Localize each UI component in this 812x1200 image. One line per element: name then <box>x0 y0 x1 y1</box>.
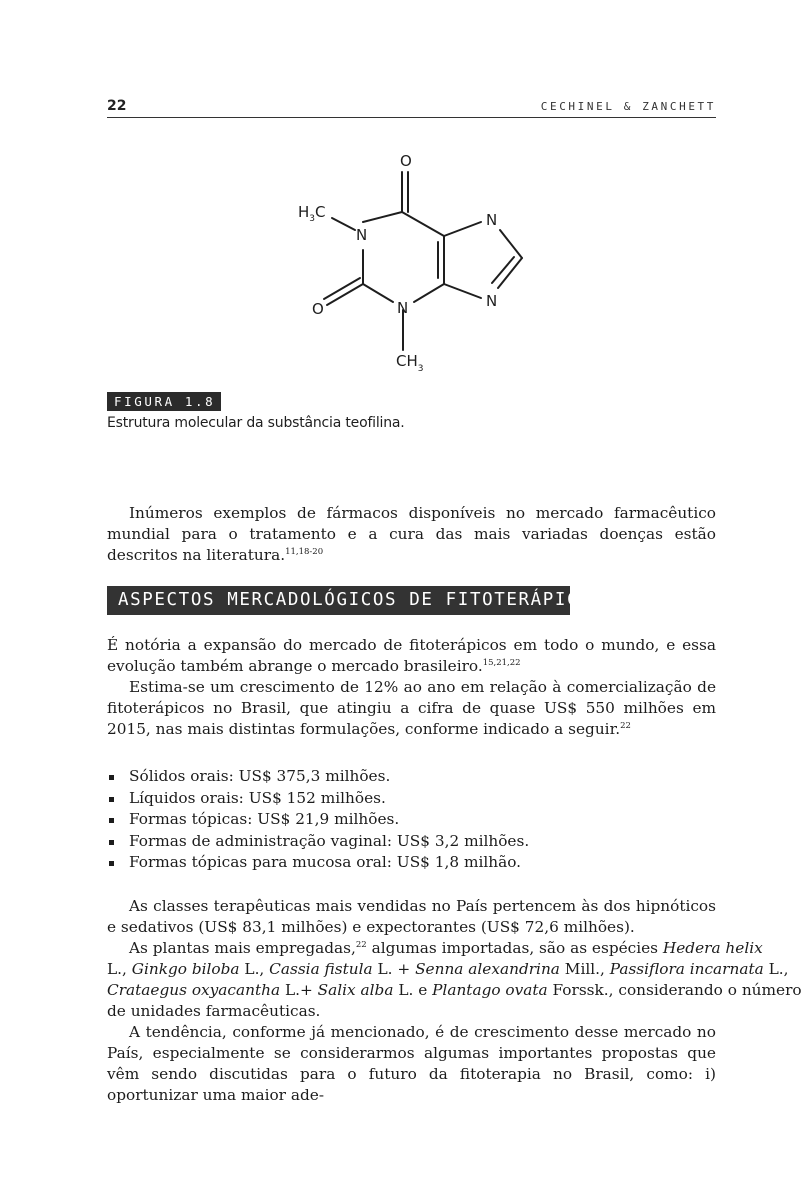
atom-nitrogen-1: N <box>356 226 368 244</box>
bond <box>363 212 402 222</box>
bond <box>492 257 514 283</box>
citation: 11,18-20 <box>285 547 324 557</box>
bond <box>414 284 444 302</box>
species-name: Ginkgo biloba <box>131 960 240 978</box>
paragraph-2 <box>107 677 716 740</box>
atom-oxygen-top: O <box>400 152 412 170</box>
theophylline-structure <box>290 150 530 375</box>
figure-caption: Estrutura molecular da substância teofilina. <box>107 415 405 431</box>
paragraph-3 <box>107 896 716 938</box>
methyl-top-label: $H_3C$ <box>298 203 326 224</box>
paragraph-5 <box>107 1022 716 1106</box>
species-name: Senna alexandrina <box>415 960 560 978</box>
paragraph-4 <box>107 938 802 1022</box>
paragraph-line: Crataegus oxyacantha L.+ Salix alba L. e Plantago ovata Forssk., considerando o número <box>107 981 802 999</box>
paragraph-text: As classes terapêuticas mais vendidas no País pertencem às dos hipnóticos e sedativos (US$ 83,1 milhões) e expectorantes (US$ 72,6 milhões). <box>107 897 716 936</box>
paragraph-line: As plantas mais empregadas,$^{22}$ algumas importadas, são as espécies Hedera helix <box>129 939 763 957</box>
running-head: CECHINEL & ZANCHETT <box>540 100 716 113</box>
paragraph-1 <box>107 635 716 677</box>
paragraph-text: É notória a expansão do mercado de fitoterápicos em todo o mundo, e essa evolução também abrange o mercado brasileiro. <box>107 636 716 675</box>
figure-tag: FIGURA 1.8 <box>107 392 221 411</box>
bond <box>444 222 481 236</box>
intro-paragraph <box>107 503 716 566</box>
paragraph-text: Estima-se um crescimento de 12% ao ano em relação à comercialização de fitoterápicos no Brasil, que atingiu a cifra de quase US$ 550 milhões em 2015, nas mais distintas formulações, conforme indicado a seguir. <box>107 678 716 738</box>
paragraph-line: L., Ginkgo biloba L., Cassia fistula L. + Senna alexandrina Mill., Passiflora incarnata L., <box>107 960 789 978</box>
list-item: Formas tópicas para mucosa oral: US$ 1,8 milhão. <box>107 852 707 874</box>
species-name: Passiflora incarnata <box>609 960 764 978</box>
header-rule <box>107 117 716 118</box>
section-heading: ASPECTOS MERCADOLÓGICOS DE FITOTERÁPICOS <box>107 586 570 615</box>
list-item: Sólidos orais: US$ 375,3 milhões. <box>107 766 707 788</box>
atom-nitrogen-3: N <box>397 299 409 317</box>
atom-nitrogen-7: N <box>486 211 498 229</box>
bond <box>363 284 393 302</box>
atom-nitrogen-9: N <box>486 292 498 310</box>
atom-oxygen-left: O <box>312 300 324 318</box>
list-item: Formas de administração vaginal: US$ 3,2 milhões. <box>107 831 707 853</box>
species-name: Cassia fistula <box>269 960 373 978</box>
page-number: 22 <box>107 98 127 114</box>
species-name: Crataegus oxyacantha <box>107 981 281 999</box>
species-name: Hedera helix <box>662 939 763 957</box>
list-item: Formas tópicas: US$ 21,9 milhões. <box>107 809 707 831</box>
methyl-bottom-label: $CH_3$ <box>396 352 424 374</box>
species-name: Salix alba <box>317 981 394 999</box>
bond <box>332 218 355 230</box>
citation: 22 <box>620 721 631 731</box>
bond <box>402 212 444 236</box>
bond <box>500 230 522 258</box>
list-item: Líquidos orais: US$ 152 milhões. <box>107 788 707 810</box>
species-name: Plantago ovata <box>432 981 548 999</box>
intro-text: Inúmeros exemplos de fármacos disponíveis no mercado farmacêutico mundial para o tratamento e a cura das mais variadas doenças estão descritos na literatura. <box>107 504 716 564</box>
bond <box>444 284 481 298</box>
citation: 15,21,22 <box>482 658 521 668</box>
paragraph-text: A tendência, conforme já mencionado, é de crescimento desse mercado no País, especialmente se considerarmos algumas importantes propostas que vêm sendo discutidas para o futuro da fitoterapia no Brasil, como: i) oportunizar uma maior ade- <box>107 1023 716 1104</box>
market-bullet-list <box>107 766 707 874</box>
citation: 22 <box>355 940 367 950</box>
paragraph-line: de unidades farmacêuticas. <box>107 1002 321 1020</box>
